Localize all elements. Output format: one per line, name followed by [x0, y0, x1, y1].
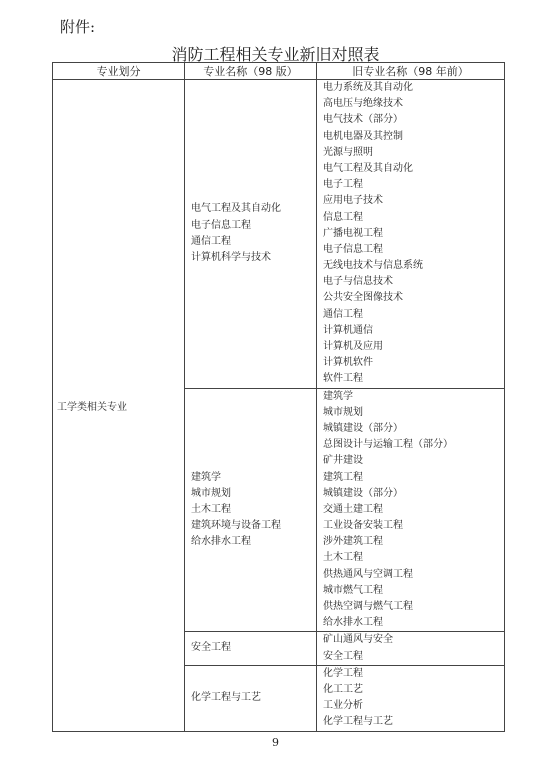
old-major-item: 公共安全图像技术: [323, 292, 403, 304]
attachment-label: 附件:: [60, 18, 96, 36]
new-major-item: 城市规划: [191, 487, 231, 499]
old-major-item: 计算机及应用: [323, 341, 383, 352]
old-major-item: 化学工程: [323, 667, 363, 679]
old-major-item: 电机电器及其控制: [323, 130, 403, 142]
old-major-item: 给水排水工程: [323, 617, 383, 629]
header-new-major: 专业名称（98 版）: [185, 63, 317, 80]
new-major-item: 建筑学: [191, 471, 221, 483]
old-major-item: 应用电子技术: [323, 195, 383, 207]
old-major-item: 矿山通风与安全: [323, 634, 393, 646]
old-major-item: 供热通风与空调工程: [323, 568, 413, 580]
old-major-item: 矿井建设: [323, 455, 363, 467]
old-major-item: 光源与照明: [323, 146, 373, 158]
old-major-item: 化学工程与工艺: [323, 716, 393, 728]
table-row: [53, 80, 505, 389]
new-major-item: 化学工程与工艺: [191, 692, 261, 704]
header-old-major: 旧专业名称（98 年前）: [317, 63, 505, 80]
new-major-cell: [185, 632, 317, 665]
new-major-item: 土木工程: [191, 503, 231, 515]
new-major-item: 安全工程: [191, 642, 231, 654]
new-major-cell: [185, 388, 317, 632]
new-major-item: 计算机科学与技术: [191, 251, 271, 263]
new-major-cell: [185, 80, 317, 389]
new-major-item: 电子信息工程: [191, 219, 251, 231]
old-major-item: 建筑学: [323, 390, 353, 402]
comparison-table: [52, 62, 505, 732]
old-major-item: 城市规划: [323, 406, 363, 418]
old-major-item: 总图设计与运输工程（部分）: [323, 439, 453, 451]
old-major-item: 电气工程及其自动化: [323, 162, 413, 174]
old-major-cell: [317, 388, 505, 632]
old-major-item: 城市燃气工程: [323, 584, 383, 596]
old-major-item: 广播电视工程: [323, 227, 383, 239]
old-major-cell: [317, 80, 505, 389]
old-major-item: 计算机通信: [323, 324, 373, 336]
new-major-item: 给水排水工程: [191, 536, 251, 548]
old-major-item: 电气技术（部分）: [323, 114, 403, 126]
new-major-item: 电气工程及其自动化: [191, 203, 281, 215]
old-major-item: 软件工程: [323, 373, 363, 385]
old-major-cell: [317, 665, 505, 731]
old-major-item: 电子信息工程: [323, 243, 383, 255]
old-major-item: 安全工程: [323, 650, 363, 662]
old-major-item: 工业设备安装工程: [323, 520, 403, 532]
old-major-item: 计算机软件: [323, 357, 373, 369]
old-major-cell: [317, 632, 505, 665]
header-category: 专业划分: [53, 63, 185, 80]
old-major-item: 电子工程: [323, 179, 363, 191]
table-header-row: [53, 63, 505, 80]
old-major-item: 建筑工程: [323, 471, 363, 483]
page-title: 消防工程相关专业新旧对照表: [171, 45, 380, 64]
old-major-item: 信息工程: [323, 211, 363, 223]
new-major-cell: [185, 665, 317, 731]
old-major-item: 供热空调与燃气工程: [323, 601, 413, 612]
old-major-item: 城镇建设（部分）: [323, 422, 403, 434]
old-major-item: 电子与信息技术: [323, 276, 393, 288]
new-major-item: 建筑环境与设备工程: [191, 520, 281, 532]
old-major-item: 涉外建筑工程: [323, 536, 383, 548]
category-cell: 工学类相关专业: [53, 80, 185, 732]
old-major-item: 工业分析: [323, 700, 363, 712]
old-major-item: 无线电技术与信息系统: [323, 260, 423, 272]
new-major-item: 通信工程: [191, 235, 231, 247]
old-major-item: 交通土建工程: [323, 503, 383, 515]
old-major-item: 土木工程: [323, 552, 363, 564]
page-number: 9: [272, 736, 279, 749]
old-major-item: 电力系统及其自动化: [323, 82, 413, 93]
old-major-item: 化工工艺: [323, 683, 363, 695]
old-major-item: 城镇建设（部分）: [323, 487, 403, 499]
old-major-item: 高电压与绝缘技术: [323, 98, 403, 110]
old-major-item: 通信工程: [323, 308, 363, 320]
